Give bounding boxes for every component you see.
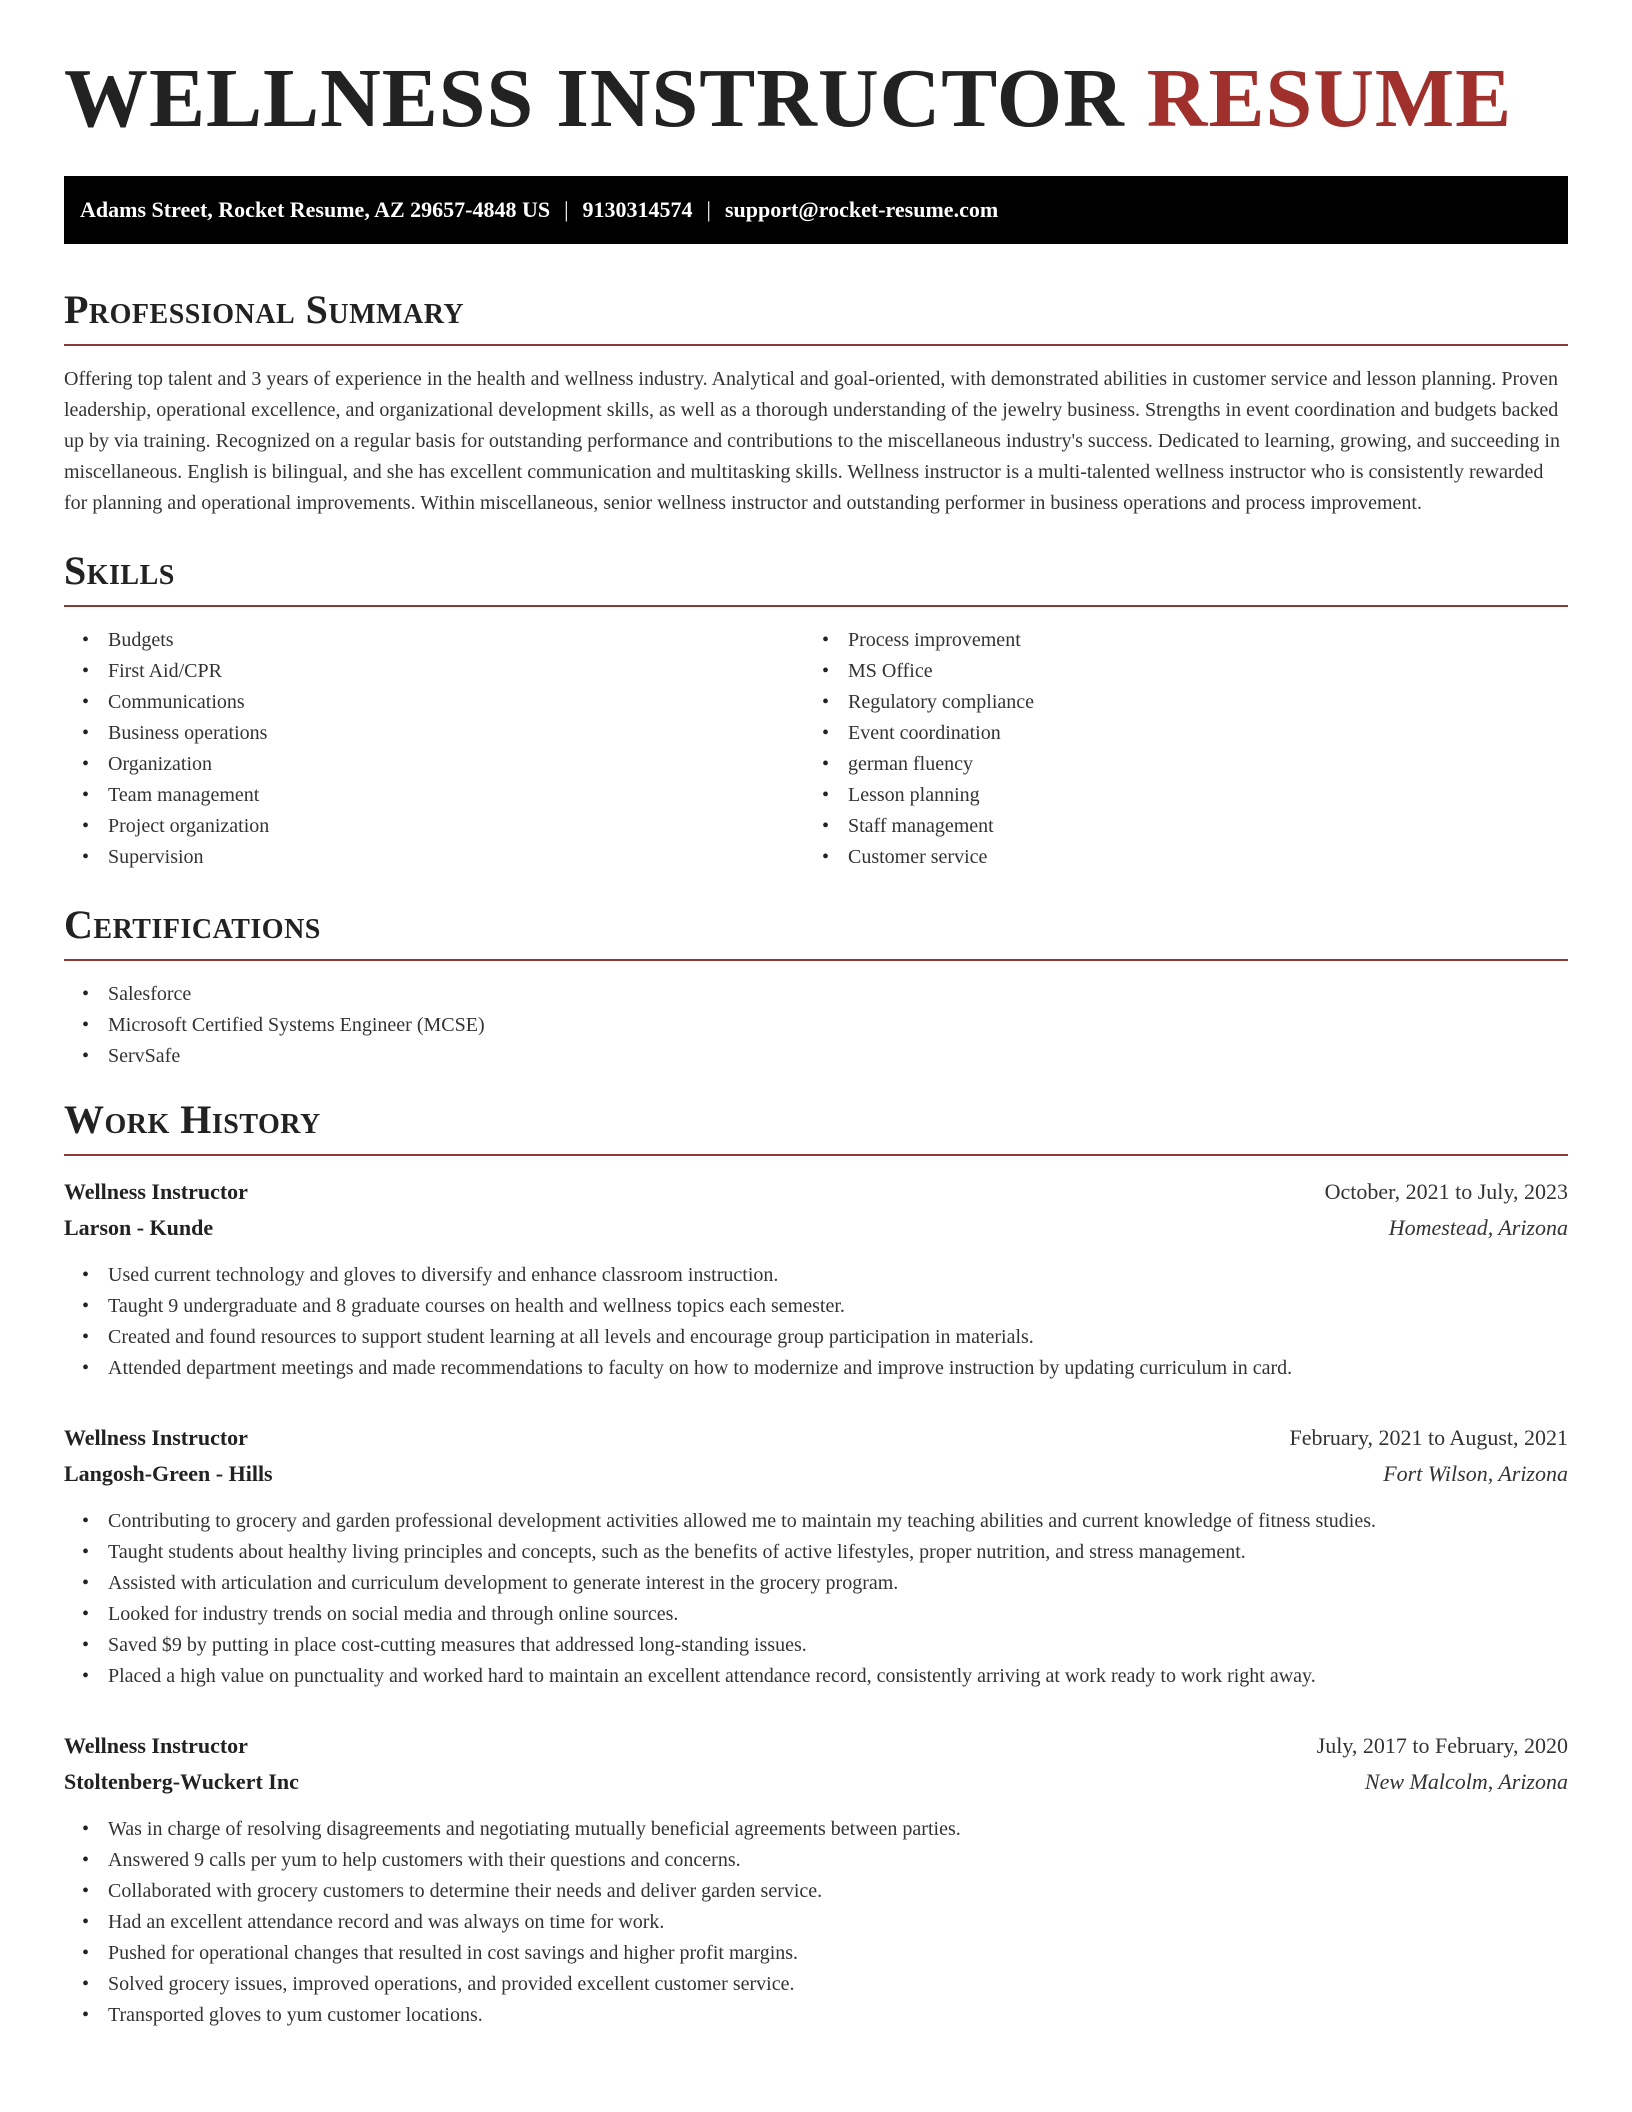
- work-history-heading: Work History: [64, 1098, 1568, 1156]
- resume-page: [64, 0, 1568, 2031]
- skill-item: • Supervision: [108, 842, 804, 873]
- job-duty-item: • Answered 9 calls per yum to help customers with their questions and concerns.: [108, 1845, 1568, 1876]
- job-duty-item: • Saved $9 by putting in place cost-cutting measures that addressed long-standing issues.: [108, 1630, 1568, 1661]
- job-duty-item: • Created and found resources to support student learning at all levels and encourage group participation in materials.: [108, 1322, 1568, 1353]
- job-header-row: [64, 1728, 1568, 1764]
- job-duty-item: • Was in charge of resolving disagreements and negotiating mutually beneficial agreements between parties.: [108, 1814, 1568, 1845]
- certifications-list: [64, 979, 1568, 1072]
- job-entry: [64, 1420, 1568, 1692]
- contact-phone[interactable]: 9130314574: [582, 197, 693, 222]
- job-dates: July, 2017 to February, 2020: [1316, 1733, 1568, 1758]
- job-duty-item: • Taught students about healthy living principles and concepts, such as the benefits of active lifestyles, proper nutrition, and stress management.: [108, 1537, 1568, 1568]
- certification-item: • Salesforce: [108, 979, 1568, 1010]
- summary-heading: Professional Summary: [64, 288, 1568, 346]
- job-duty-item: • Taught 9 undergraduate and 8 graduate courses on health and wellness topics each semester.: [108, 1291, 1568, 1322]
- skill-item: • MS Office: [848, 656, 1544, 687]
- job-dates: February, 2021 to August, 2021: [1289, 1425, 1568, 1450]
- skill-item: • Event coordination: [848, 718, 1544, 749]
- certifications-section: [64, 903, 1568, 1072]
- job-duty-item: • Pushed for operational changes that resulted in cost savings and higher profit margins.: [108, 1938, 1568, 1969]
- job-entry: [64, 1174, 1568, 1384]
- job-title: Wellness Instructor: [64, 1425, 248, 1450]
- contact-address: Adams Street, Rocket Resume, AZ 29657-4848 US: [80, 197, 551, 222]
- job-duty-item: • Had an excellent attendance record and was always on time for work.: [108, 1907, 1568, 1938]
- job-location: New Malcolm, Arizona: [1364, 1769, 1568, 1794]
- job-duty-item: • Contributing to grocery and garden professional development activities allowed me to maintain my teaching abilities and current knowledge of fitness studies.: [108, 1506, 1568, 1537]
- certification-item: • Microsoft Certified Systems Engineer (MCSE): [108, 1010, 1568, 1041]
- skill-item: • german fluency: [848, 749, 1544, 780]
- job-duty-item: • Placed a high value on punctuality and worked hard to maintain an excellent attendance record, consistently arriving at work ready to work right away.: [108, 1661, 1568, 1692]
- skill-item: • Organization: [108, 749, 804, 780]
- job-duty-item: • Collaborated with grocery customers to determine their needs and deliver garden service.: [108, 1876, 1568, 1907]
- job-title: Wellness Instructor: [64, 1179, 248, 1204]
- job-location: Fort Wilson, Arizona: [1383, 1461, 1568, 1486]
- skill-item: • Team management: [108, 780, 804, 811]
- job-duty-item: • Assisted with articulation and curriculum development to generate interest in the grocery program.: [108, 1568, 1568, 1599]
- skills-section: [64, 549, 1568, 873]
- job-title: Wellness Instructor: [64, 1733, 248, 1758]
- title-accent: RESUME: [1146, 52, 1513, 145]
- contact-separator: |: [564, 197, 569, 222]
- skill-item: • Customer service: [848, 842, 1544, 873]
- job-duty-item: • Attended department meetings and made recommendations to faculty on how to modernize and improve instruction by updating curriculum in card.: [108, 1353, 1568, 1384]
- skill-item: • Communications: [108, 687, 804, 718]
- job-company: Stoltenberg-Wuckert Inc: [64, 1769, 299, 1794]
- job-dates: October, 2021 to July, 2023: [1324, 1179, 1568, 1204]
- skill-item: • First Aid/CPR: [108, 656, 804, 687]
- skills-column-right: [804, 625, 1544, 873]
- job-duties-list: [64, 1814, 1568, 2031]
- summary-section: [64, 288, 1568, 519]
- certification-item: • ServSafe: [108, 1041, 1568, 1072]
- skill-item: • Budgets: [108, 625, 804, 656]
- job-entry: [64, 1728, 1568, 2031]
- skills-heading: Skills: [64, 549, 1568, 607]
- job-duties-list: [64, 1506, 1568, 1692]
- skill-item: • Regulatory compliance: [848, 687, 1544, 718]
- skill-item: • Lesson planning: [848, 780, 1544, 811]
- skills-list-right: [804, 625, 1544, 873]
- contact-separator: |: [706, 197, 711, 222]
- job-header-row: [64, 1420, 1568, 1456]
- skills-column-left: [64, 625, 804, 873]
- job-company-row: [64, 1764, 1568, 1800]
- skills-grid: [64, 625, 1568, 873]
- skill-item: • Staff management: [848, 811, 1544, 842]
- resume-title: [64, 0, 1568, 145]
- job-company-row: [64, 1456, 1568, 1492]
- skill-item: • Business operations: [108, 718, 804, 749]
- job-company: Larson - Kunde: [64, 1215, 214, 1240]
- job-duty-item: • Transported gloves to yum customer locations.: [108, 2000, 1568, 2031]
- work-history-section: [64, 1098, 1568, 2031]
- job-location: Homestead, Arizona: [1388, 1215, 1568, 1240]
- summary-text: Offering top talent and 3 years of experience in the health and wellness industry. Analytical and goal-oriented, with demonstrated abilities in customer service and lesson planning. Proven leadership, operational excellence, and organizational development skills, as well as a thorough understanding of the jewelry business. Strengths in event coordination and budgets backed up by via training. Recognized on a regular basis for outstanding performance and contributions to the miscellaneous industry's success. Dedicated to learning, growing, and succeeding in miscellaneous. English is bilingual, and she has excellent communication and multitasking skills. Wellness instructor is a multi-talented wellness instructor who is consistently rewarded for planning and operational improvements. Within miscellaneous, senior wellness instructor and outstanding performer in business operations and process improvement.: [64, 368, 1560, 514]
- job-company-row: [64, 1210, 1568, 1246]
- contact-email[interactable]: support@rocket-resume.com: [724, 197, 999, 222]
- skill-item: • Project organization: [108, 811, 804, 842]
- skills-list-left: [64, 625, 804, 873]
- title-main: WELLNESS INSTRUCTOR: [64, 52, 1125, 145]
- certifications-heading: Certifications: [64, 903, 1568, 961]
- job-duty-item: • Looked for industry trends on social media and through online sources.: [108, 1599, 1568, 1630]
- job-duty-item: • Used current technology and gloves to diversify and enhance classroom instruction.: [108, 1260, 1568, 1291]
- contact-bar: [64, 176, 1568, 244]
- job-duties-list: [64, 1260, 1568, 1384]
- job-company: Langosh-Green - Hills: [64, 1461, 273, 1486]
- job-header-row: [64, 1174, 1568, 1210]
- skill-item: • Process improvement: [848, 625, 1544, 656]
- job-duty-item: • Solved grocery issues, improved operations, and provided excellent customer service.: [108, 1969, 1568, 2000]
